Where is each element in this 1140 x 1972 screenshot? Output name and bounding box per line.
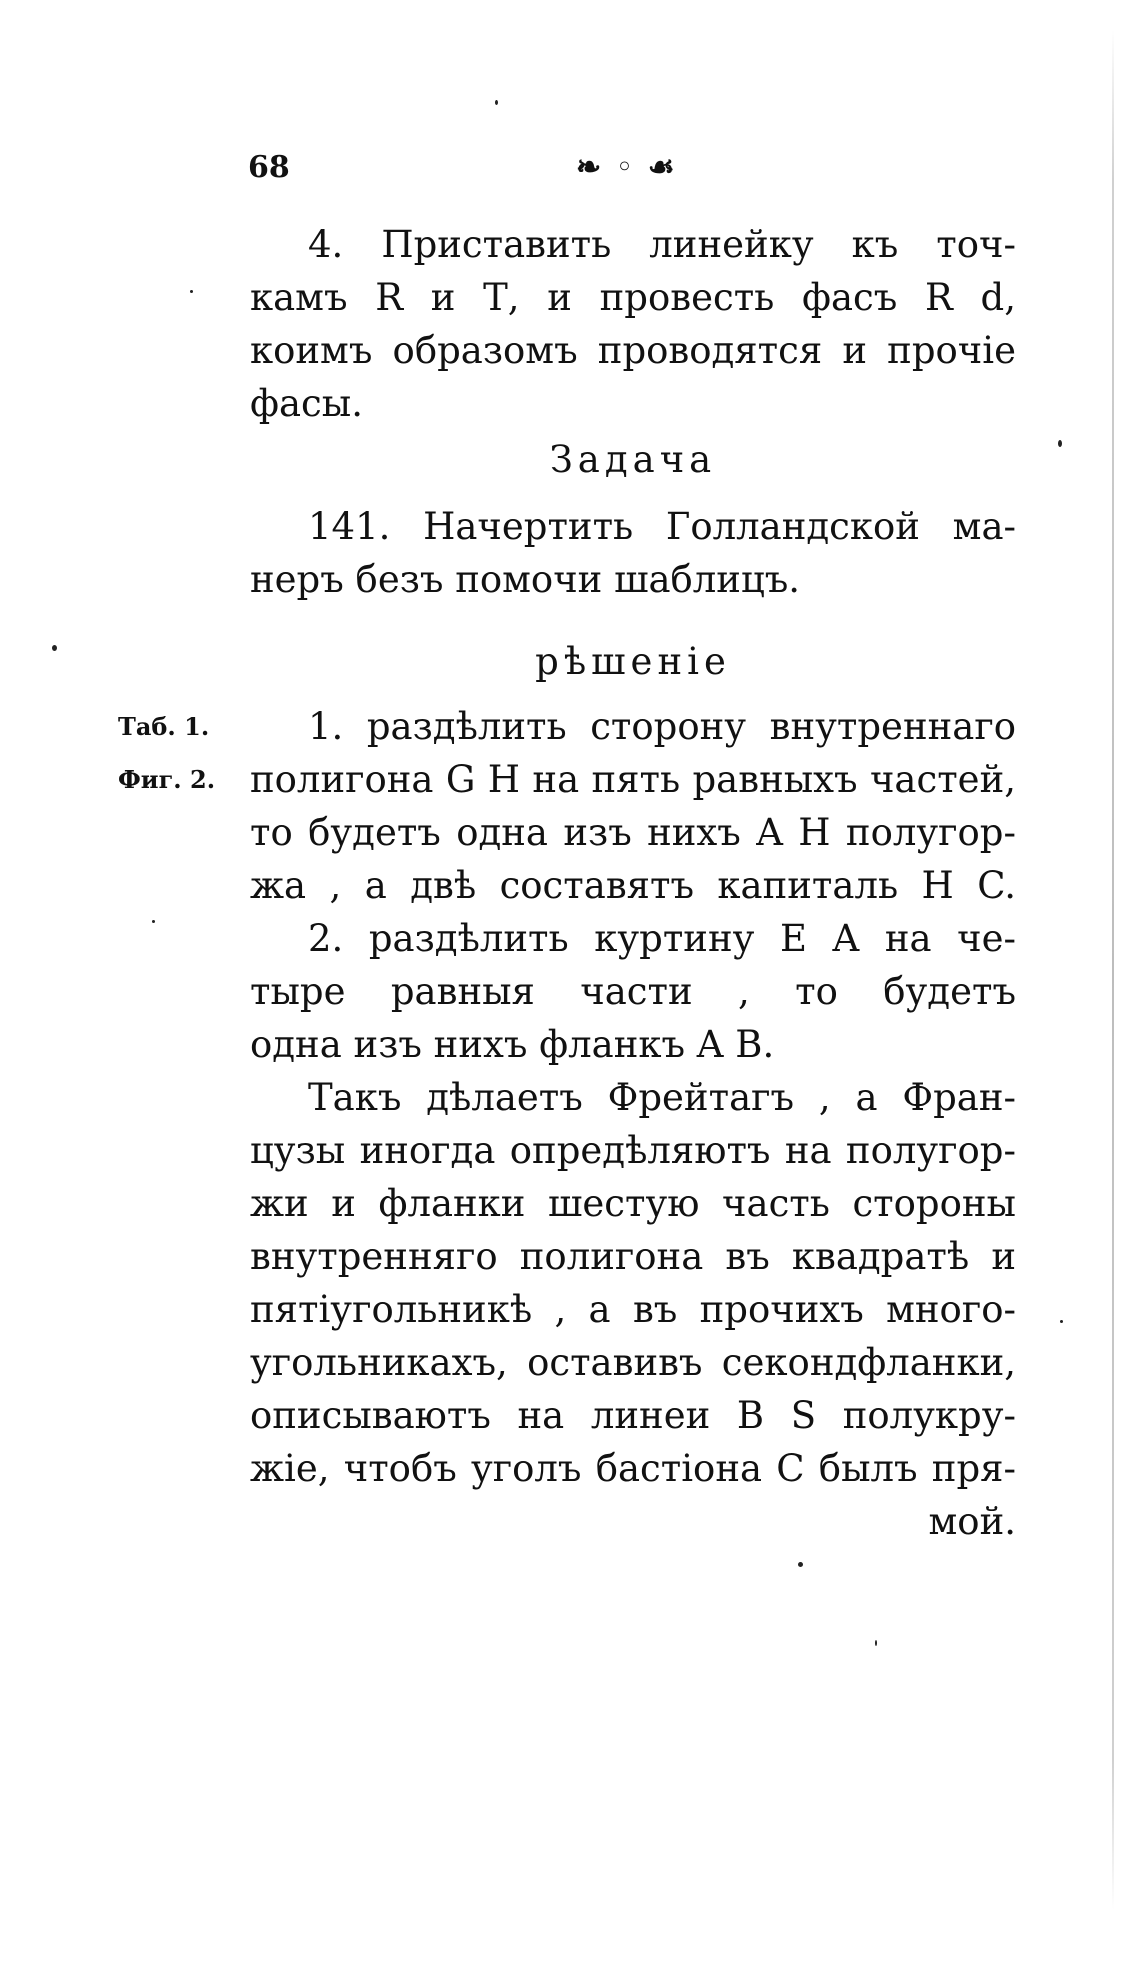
print-speck — [190, 290, 193, 293]
print-speck — [798, 1562, 803, 1567]
margin-note-table: Таб. 1. — [118, 712, 210, 741]
heading-task: Задача — [549, 438, 717, 481]
text-line: одна изъ нихъ фланкъ A B. — [250, 1023, 775, 1066]
text-line: цузы иногда опредѣляютъ на полугор- — [250, 1129, 1016, 1172]
text-line: 2. раздѣлить куртину E A на че- — [308, 917, 1016, 960]
print-speck — [875, 1640, 877, 1646]
print-speck — [152, 920, 155, 923]
text-line: Такъ дѣлаетъ Фрейтагъ , а Фран- — [308, 1076, 1016, 1119]
print-speck — [52, 645, 57, 651]
print-speck — [1060, 1320, 1063, 1323]
print-speck — [1058, 440, 1062, 447]
text-line: камъ R и Т, и провесть фасъ R d, — [250, 276, 1016, 319]
heading-solution: рѣшеніе — [535, 640, 731, 683]
text-line: жіе, чтобъ уголъ бастіона C былъ пря- — [250, 1447, 1016, 1490]
paragraph-step-1 — [250, 700, 1016, 912]
paragraph-step-2 — [250, 912, 1016, 1071]
running-header — [248, 150, 848, 196]
text-line: неръ безъ помочи шаблицъ. — [250, 558, 801, 601]
text-line: 141. Начертить Голландской ма- — [308, 505, 1016, 548]
text-line: жи и фланки шестую часть стороны — [250, 1182, 1016, 1225]
text-line: угольникахъ, оставивъ секондфланки, — [250, 1341, 1016, 1384]
text-line: 1. раздѣлить сторону внутреннаго — [308, 705, 1016, 748]
text-line: описываютъ на линеи B S полукру- — [250, 1394, 1016, 1437]
text-line: полигона G H на пять равныхъ частей, — [250, 758, 1016, 801]
text-line: фасы. — [250, 382, 363, 425]
paragraph-step-4 — [250, 218, 1016, 430]
text-line: жа , а двѣ составятъ капиталь H C. — [250, 864, 1016, 907]
page-number: 68 — [248, 150, 290, 185]
print-speck — [495, 100, 498, 105]
margin-note-figure: Фиг. 2. — [118, 765, 216, 794]
header-ornament: ❧ ◦ ☙ — [576, 150, 677, 185]
text-line: 4. Приставить линейку къ точ- — [308, 223, 1016, 266]
text-line: тыре равныя части , то будетъ — [250, 970, 1016, 1013]
text-line: то будетъ одна изъ нихъ A H полугор- — [250, 811, 1016, 854]
text-line: внутренняго полигона въ квадратѣ и — [250, 1235, 1016, 1278]
text-line: коимъ образомъ проводятся и прочіе — [250, 329, 1016, 372]
text-line: пятіугольникѣ , а въ прочихъ много- — [250, 1288, 1016, 1331]
paragraph-note-freytag — [250, 1071, 1016, 1548]
paragraph-task-141 — [250, 500, 1016, 606]
text-line: мой. — [928, 1500, 1016, 1543]
page-edge-line — [1112, 30, 1114, 1910]
